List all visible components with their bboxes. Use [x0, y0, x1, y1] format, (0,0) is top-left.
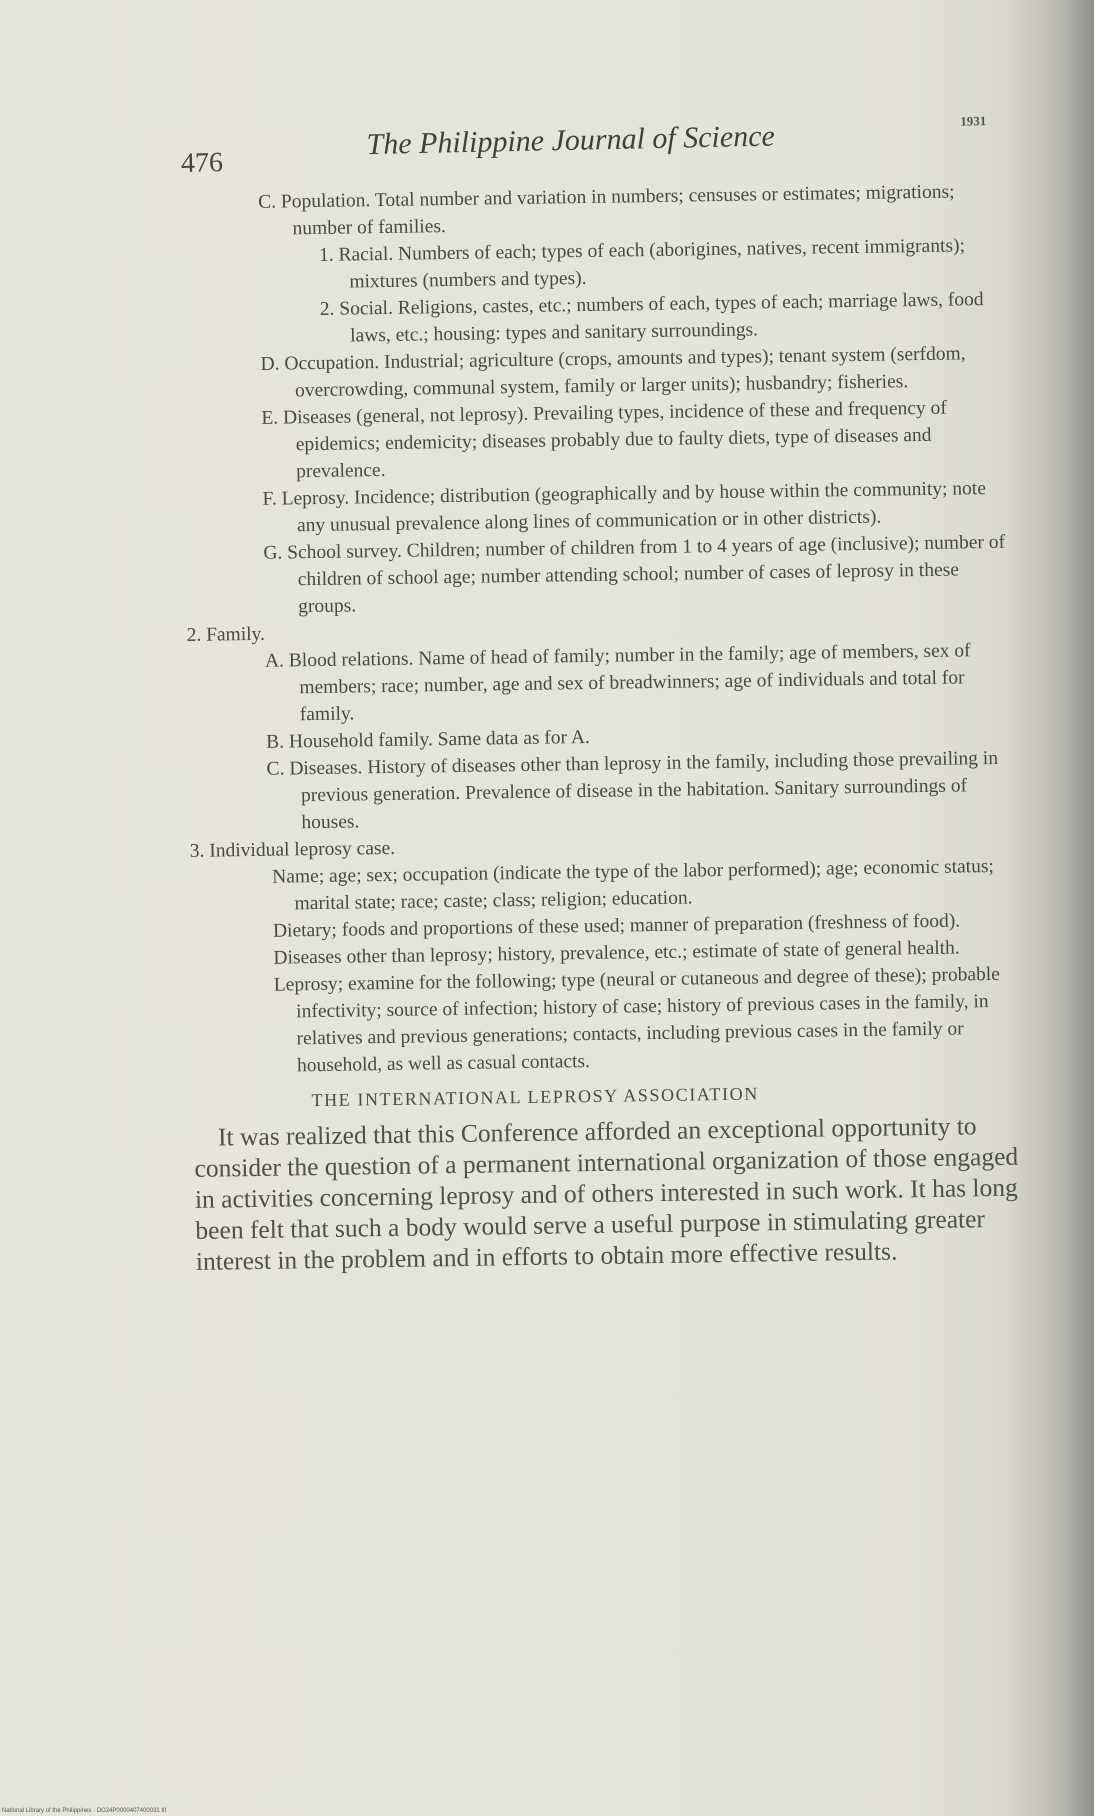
section-paragraph: It was realized that this Conference afforded an exceptional opportunity to consider the question of a permanent international organization of those engaged in activities concerning leprosy and of others interested in such work. It has long been felt that such a body would serve a useful purpose in stimulating greater interest in the problem and in efforts to obtain more effective results. [194, 1111, 1019, 1276]
scan-footer-note: National Library of the Philippines · DO24P0000407400031 tif [2, 1808, 167, 1814]
outline-subitem-social: 2. Social. Religions, castes, etc.; numbers of each, types of each; marriage laws, food laws, etc.; housing: types and sanitary surroundings. [319, 289, 984, 347]
outline-item-leprosy: F. Leprosy. Incidence; distribution (geographically and by house within the community; note any unusual prevalence along lines of communication or in other districts). [262, 478, 987, 537]
section-heading: THE INTERNATIONAL LEPROSY ASSOCIATION [311, 1083, 759, 1111]
outline-heading-individual-case: 3. Individual leprosy case. [189, 837, 396, 862]
journal-title: The Philippine Journal of Science [366, 119, 776, 162]
page-number: 476 [180, 147, 224, 179]
outline-item-occupation: D. Occupation. Industrial; agriculture (crops, amounts and types); tenant system (serfdom, overcrowding, communal system, family or larger units); husbandry; fisheries. [260, 343, 966, 402]
outline-heading-family: 2. Family. [186, 623, 266, 646]
outline-item-family-diseases: C. Diseases. History of diseases other than leprosy in the family, including those prevailing in previous generation. Prevalence of disease in the habitation. Sanitary surroundings of houses. [266, 747, 999, 834]
header-year: 1931 [960, 113, 987, 129]
outline-item-population: C. Population. Total number and variation in numbers; censuses or estimates; migrations; number of families. [258, 181, 955, 240]
outline-para-leprosy: Leprosy; examine for the following; type (neural or cutaneous and degree of these); probable infectivity; source of infection; history of case; history of previous cases in the family, in relatives and previous generations; contacts, including previous cases in the family or household, as well as casual contacts. [273, 963, 1000, 1077]
running-header [180, 101, 1001, 178]
outline-para-other-diseases: Diseases other than leprosy; history, prevalence, etc.; estimate of state of general health. [273, 937, 960, 969]
outline-para-name: Name; age; sex; occupation (indicate the type of the labor performed); age; economic status; marital state; race; caste; class; religion; education. [272, 856, 995, 915]
outline-para-dietary: Dietary; foods and proportions of these used; manner of preparation (freshness of food). [272, 910, 961, 942]
outline-item-blood-relations: A. Blood relations. Name of head of family; number in the family; age of members, sex of members; race; number, age and sex of breadwinners; age of individuals and total for family. [264, 640, 971, 726]
outline-item-diseases: E. Diseases (general, not leprosy). Prevailing types, incidence of these and frequency of epidemics; endemicity; diseases probably due to faulty diets, type of diseases and prevalence. [261, 397, 947, 483]
page-content [180, 178, 1026, 1277]
outline-subitem-racial: 1. Racial. Numbers of each; types of each (aborigines, natives, recent immigrants); mixtures (numbers and types). [318, 235, 966, 293]
outline-item-school-survey: G. School survey. Children; number of children from 1 to 4 years of age (inclusive); number of children of school age; number attending school; number of cases of leprosy in these groups. [263, 531, 1006, 618]
outline-item-household-family: B. Household family. Same data as for A. [266, 726, 591, 753]
